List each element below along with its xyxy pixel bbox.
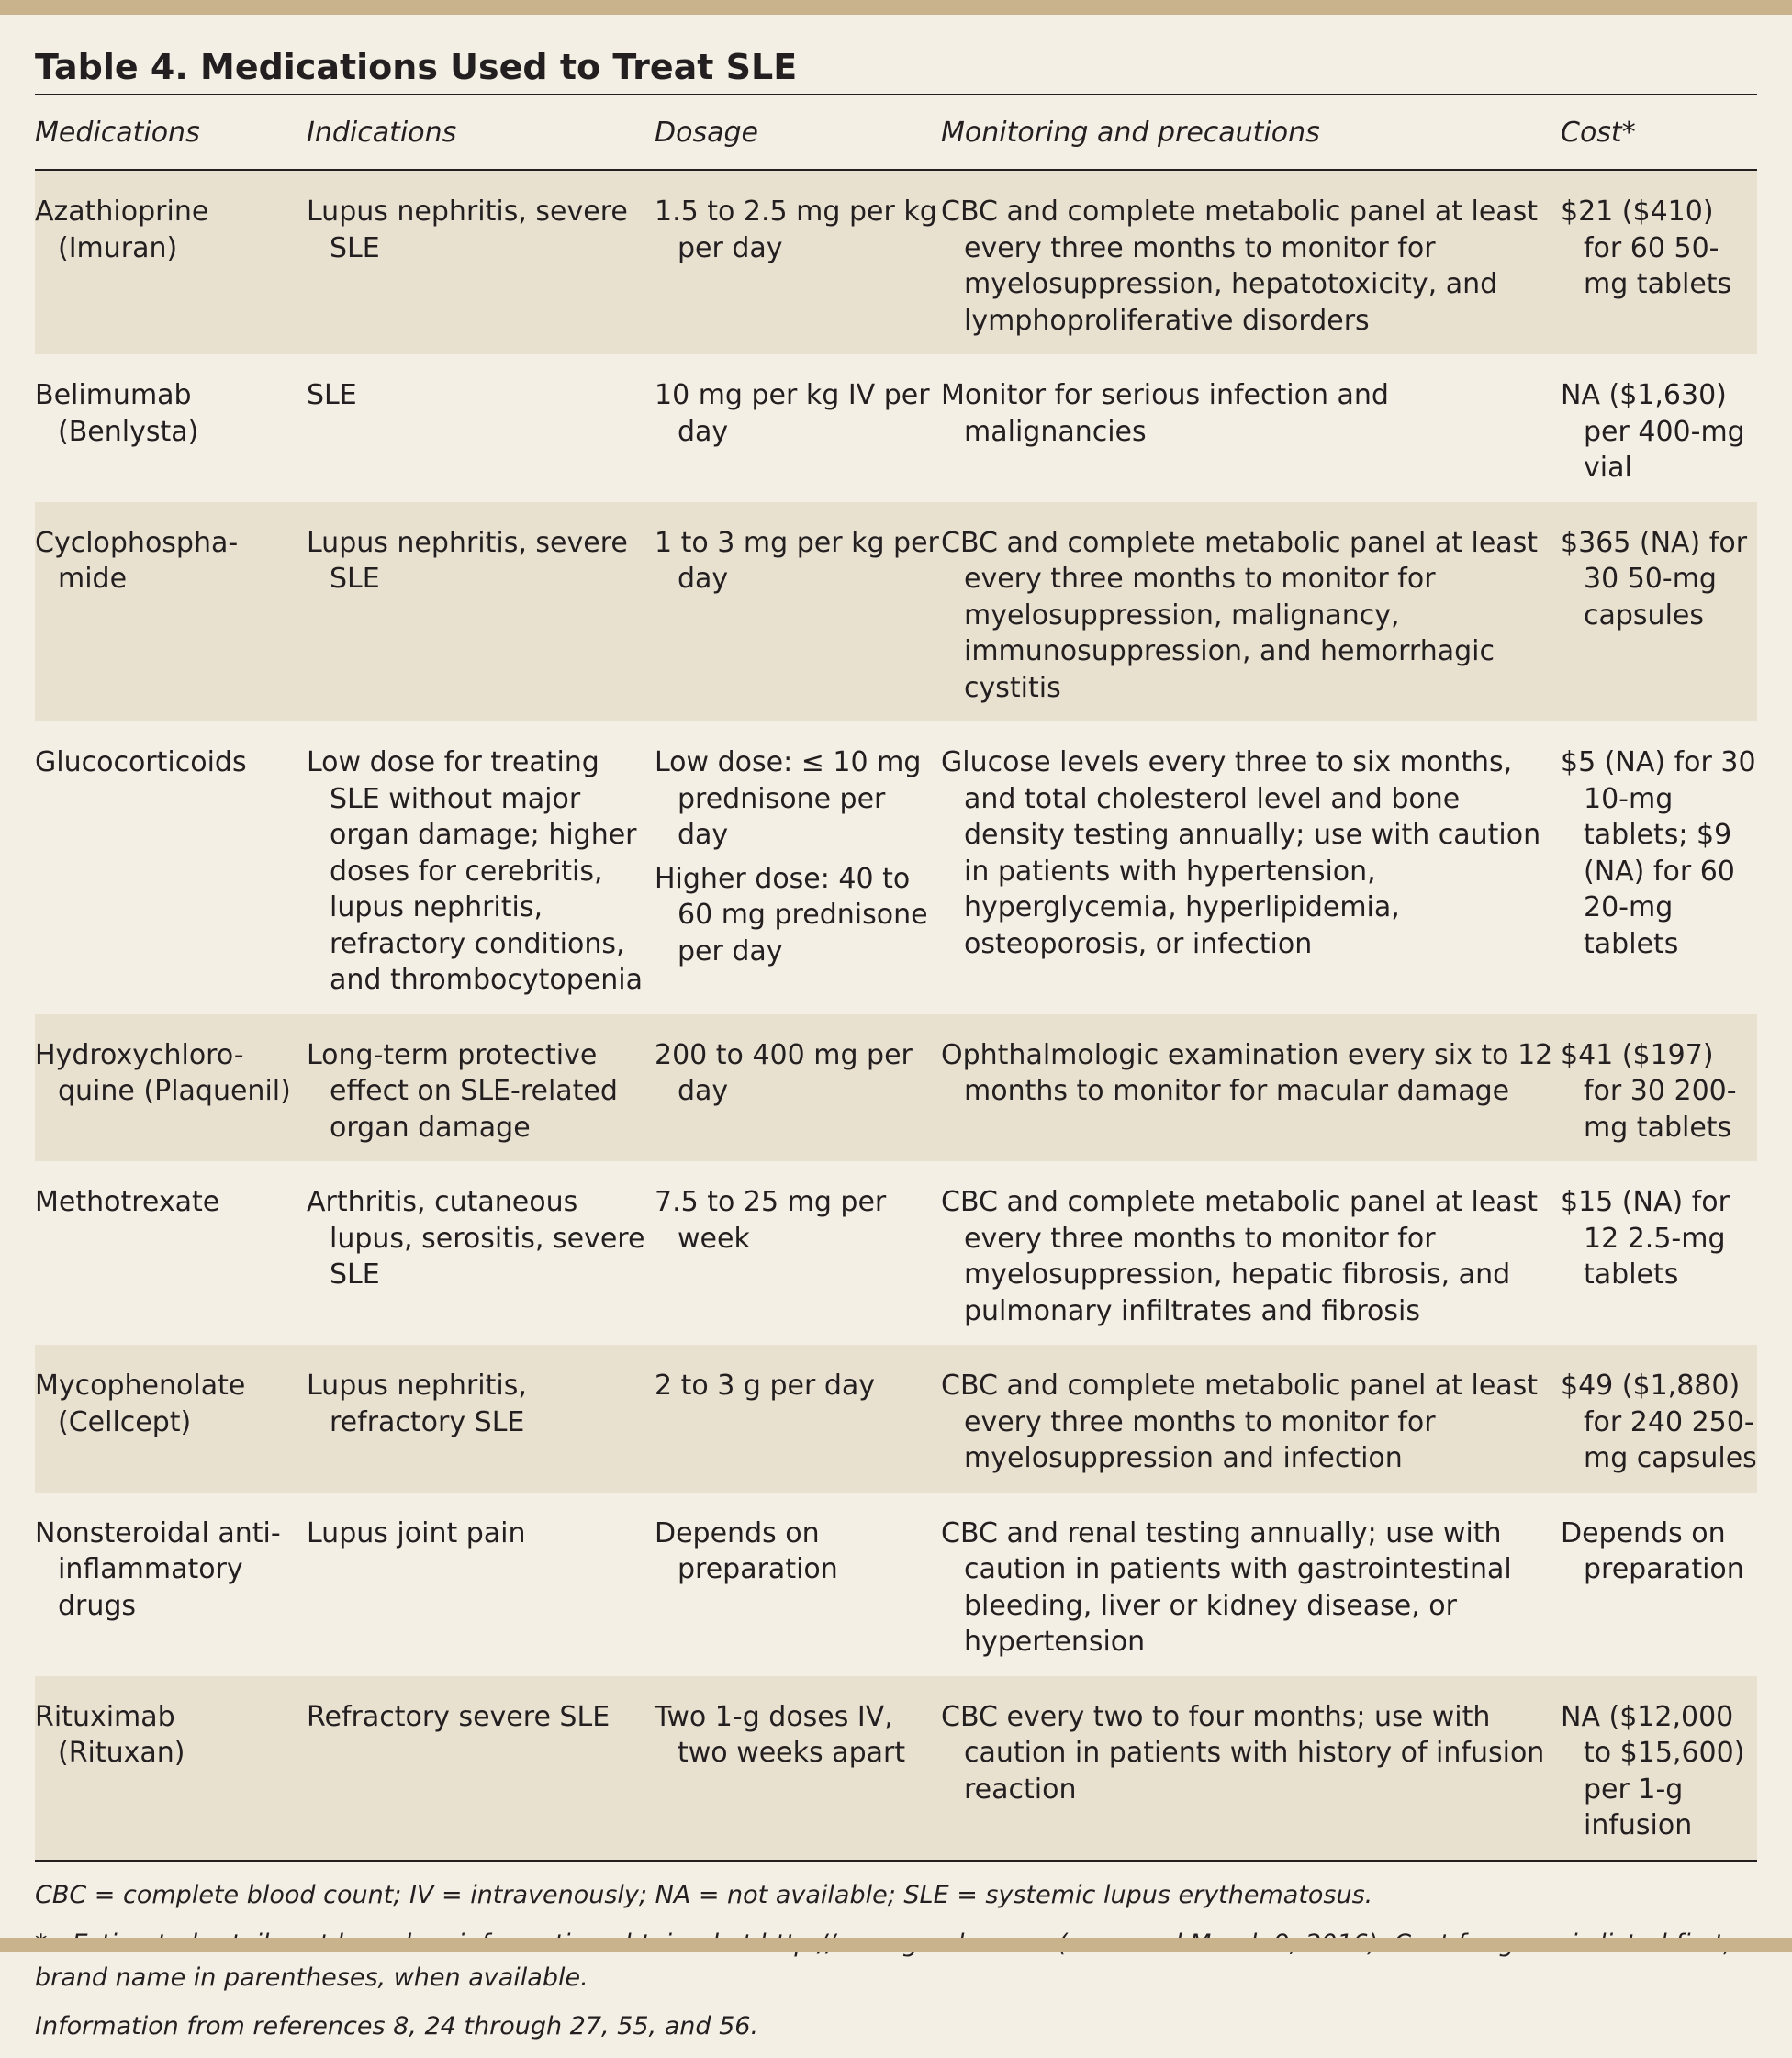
cell-cost: [1561, 525, 1757, 707]
cell-dosage: [655, 1368, 941, 1477]
cell-monitoring-text: Monitor for serious infection and malignancies: [941, 379, 1389, 448]
cell-cost-text: $21 ($410) for 60 50-mg tablets: [1561, 196, 1732, 300]
cell-cost-text: $15 (NA) for 12 2.5-mg tablets: [1561, 1186, 1730, 1291]
dosage-entry: 2 to 3 g per day: [655, 1370, 876, 1402]
cell-medication: [35, 744, 307, 999]
table-header-row: [35, 95, 1757, 169]
table-row: [35, 721, 1757, 1014]
cell-monitoring-text: Glucose levels every three to six months, and total cholesterol level and bone density testing annually; use with caution in patients with hypertension, hyperglycemia, hyperlipidemia, osteoporosis, or infection: [941, 746, 1541, 960]
cell-indications: [307, 1516, 655, 1661]
cell-medication: [35, 1699, 307, 1844]
cell-medication-text: Methotrexate: [35, 1186, 220, 1218]
cell-cost-text: $5 (NA) for 30 10-mg tablets; $9 (NA) for 60 20-mg tablets: [1561, 746, 1756, 960]
cell-cost: [1561, 1368, 1757, 1477]
dosage-entry: 10 mg per kg IV per day: [655, 379, 930, 448]
cell-medication: [35, 377, 307, 487]
table-title: Table 4. Medications Used to Treat SLE: [35, 47, 798, 87]
cell-cost: [1561, 744, 1757, 999]
cell-medication: [35, 1516, 307, 1661]
cell-medication-text: Glucocorticoids: [35, 746, 247, 778]
cell-indications-text: SLE: [307, 379, 357, 411]
cell-indications: [307, 744, 655, 999]
top-border-bar: [0, 0, 1792, 15]
cell-monitoring-text: CBC and complete metabolic panel at least every three months to monitor for myelosuppression and infection: [941, 1370, 1539, 1474]
cell-cost-text: $365 (NA) for 30 50-mg capsules: [1561, 526, 1748, 632]
cell-indications-text: Lupus nephritis, severe SLE: [307, 196, 628, 264]
cell-medication: [35, 194, 307, 339]
abbreviations-note: CBC = complete blood count; IV = intravenously; NA = not available; SLE = systemic lupus erythematosus.: [35, 1880, 1373, 1909]
table-container: [35, 15, 1757, 2058]
cell-indications-text: Low dose for treating SLE without major organ damage; higher doses for cerebritis, lupus nephritis, refractory conditions, and thrombocytopenia: [307, 746, 644, 996]
cell-medication: [35, 525, 307, 707]
bottom-border-bar: [0, 1938, 1792, 1952]
cost-note: brand name in parentheses, when available.: [35, 1963, 588, 1992]
cell-monitoring: [941, 1368, 1561, 1477]
header-indications: Indications: [307, 116, 457, 149]
dosage-entry: 200 to 400 mg per day: [655, 1038, 913, 1107]
cell-indications: [307, 377, 655, 487]
cell-medication-text: Cyclophospha-mide: [35, 526, 239, 595]
cell-cost: [1561, 1037, 1757, 1146]
cell-indications: [307, 1699, 655, 1844]
table-body: [35, 171, 1757, 1860]
cell-monitoring-text: Ophthalmologic examination every six to 12 months to monitor for macular damage: [941, 1038, 1553, 1107]
cell-indications: [307, 1184, 655, 1329]
table-row: [35, 1345, 1757, 1493]
cell-monitoring-text: CBC and complete metabolic panel at least every three months to monitor for myelosuppression, hepatotoxicity, and lymphoproliferative disorders: [941, 196, 1539, 337]
dosage-entry: 1.5 to 2.5 mg per kg per day: [655, 196, 937, 264]
cell-monitoring: [941, 1037, 1561, 1146]
cell-monitoring-text: CBC and complete metabolic panel at least every three months to monitor for myelosuppression, hepatic fibrosis, and pulmonary infiltrates and fibrosis: [941, 1186, 1539, 1327]
cell-dosage: [655, 525, 941, 707]
cell-medication-text: Nonsteroidal anti-inflammatory drugs: [35, 1516, 281, 1622]
dosage-entry: 1 to 3 mg per kg per day: [655, 526, 939, 595]
cell-cost-text: $41 ($197) for 30 200-mg tablets: [1561, 1038, 1737, 1144]
table-row: [35, 1676, 1757, 1860]
cell-indications-text: Arthritis, cutaneous lupus, serositis, severe SLE: [307, 1186, 645, 1291]
table-row: [35, 502, 1757, 722]
cell-cost-text: Depends on preparation: [1561, 1516, 1744, 1585]
cell-monitoring-text: CBC and renal testing annually; use with caution in patients with gastrointestinal bleeding, liver or kidney disease, or hypertension: [941, 1516, 1512, 1658]
cell-medication-text: Belimumab (Benlysta): [35, 379, 199, 448]
dosage-entry: Depends on preparation: [655, 1516, 838, 1585]
cell-medication: [35, 1037, 307, 1146]
cell-monitoring: [941, 194, 1561, 339]
dosage-entry: 7.5 to 25 mg per week: [655, 1186, 887, 1255]
cell-cost: [1561, 1184, 1757, 1329]
header-cost: Cost*: [1561, 116, 1636, 149]
table-row: [35, 354, 1757, 502]
cell-dosage: [655, 1516, 941, 1661]
cell-monitoring: [941, 1184, 1561, 1329]
table-row: [35, 1493, 1757, 1676]
cell-medication: [35, 1368, 307, 1477]
cell-cost: [1561, 194, 1757, 339]
cell-dosage: [655, 194, 941, 339]
cell-medication-text: Mycophenolate (Cellcept): [35, 1370, 246, 1438]
cell-monitoring: [941, 1699, 1561, 1844]
cell-dosage: [655, 1184, 941, 1329]
dosage-entry: Low dose: ≤ 10 mg prednisone per day: [655, 746, 922, 851]
cell-dosage: [655, 744, 941, 999]
cell-indications-text: Long-term protective effect on SLE-related organ damage: [307, 1038, 618, 1144]
cell-dosage: [655, 1037, 941, 1146]
cell-monitoring: [941, 1516, 1561, 1661]
cell-monitoring-text: CBC every two to four months; use with caution in patients with history of infusion reaction: [941, 1700, 1545, 1806]
cell-indications: [307, 525, 655, 707]
cell-indications: [307, 1368, 655, 1477]
dosage-entry: Two 1-g doses IV, two weeks apart: [655, 1700, 906, 1769]
cell-medication-text: Rituximab (Rituxan): [35, 1700, 185, 1769]
cell-indications-text: Lupus nephritis, refractory SLE: [307, 1370, 527, 1438]
cell-cost: [1561, 1516, 1757, 1661]
cell-cost: [1561, 377, 1757, 487]
cell-monitoring: [941, 744, 1561, 999]
cell-indications-text: Refractory severe SLE: [307, 1700, 610, 1733]
cell-indications-text: Lupus joint pain: [307, 1516, 526, 1549]
header-medications: Medications: [35, 116, 200, 149]
cell-cost-text: $49 ($1,880) for 240 250-mg capsules: [1561, 1370, 1757, 1474]
cell-indications: [307, 194, 655, 339]
cell-medication-text: Azathioprine (Imuran): [35, 196, 209, 264]
cell-cost: [1561, 1699, 1757, 1844]
table-row: [35, 171, 1757, 354]
header-monitoring: Monitoring and precautions: [941, 116, 1320, 149]
cell-indications-text: Lupus nephritis, severe SLE: [307, 526, 628, 595]
cell-dosage: [655, 1699, 941, 1844]
cell-cost-text: NA ($1,630) per 400-mg vial: [1561, 379, 1745, 484]
cell-medication-text: Hydroxychloro-quine (Plaquenil): [35, 1038, 291, 1107]
cell-monitoring: [941, 377, 1561, 487]
cell-monitoring: [941, 525, 1561, 707]
cell-indications: [307, 1037, 655, 1146]
cell-cost-text: NA ($12,000 to $15,600) per 1-g infusion: [1561, 1700, 1745, 1841]
table-row: [35, 1014, 1757, 1162]
dosage-entry: Higher dose: 40 to 60 mg prednisone per day: [655, 862, 928, 967]
cell-dosage: [655, 377, 941, 487]
cell-medication: [35, 1184, 307, 1329]
table-row: [35, 1161, 1757, 1345]
header-dosage: Dosage: [655, 116, 758, 149]
references-note: Information from references 8, 24 through 27, 55, and 56.: [35, 2011, 759, 2041]
cell-monitoring-text: CBC and complete metabolic panel at least every three months to monitor for myelosuppression, malignancy, immunosuppression, and hemorrhagic cystitis: [941, 526, 1539, 704]
